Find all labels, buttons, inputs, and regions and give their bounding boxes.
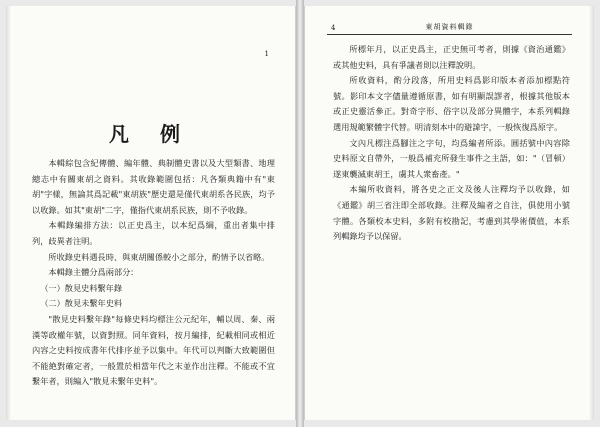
paragraph: 本輯綜包含紀傳體、編年體、典制體史書以及大型類書、地理總志中有關東胡之資料。其收錄範圍包括：凡各類典籍中有"東胡"字樣，無論其爲記載"東胡族"歷史還是僅代東胡系各民族，均予以收錄。如其"東胡"二字，僅指代東胡系民族，則不予收錄。: [32, 158, 275, 215]
page-edge-shadow: [6, 6, 11, 420]
header-rule: [327, 34, 572, 35]
right-page: [304, 6, 594, 420]
paragraph: 本輯錄主體分爲兩部分：: [48, 267, 139, 278]
left-page-number: 1: [264, 50, 269, 58]
page-edge-shadow: [589, 6, 594, 420]
list-item: （一）散見史料繫年錄: [40, 282, 123, 293]
right-body-text: [333, 42, 570, 245]
left-page: [6, 6, 296, 420]
paragraph: "散見史料繫年錄"每條史料均標注公元紀年，輔以周、秦、兩漢等政權年號，以資對照。同年資料，按月編排，紀載相同或相近內容之史料按成書年代排序並予以集中。年代可以判斷大致範圍但不能絶對確定者，一般置於相當年代之末並作出注釋。不能或不宜繫年者，則編入"散見未繫年史料"。: [32, 313, 275, 387]
paragraph: 本編所收資料，將各史之正文及後人注釋均予以收錄，如《通鑑》胡三省注即全部收錄。注釋及編者之自注，俱使用小號字體。各類校本史料，多附有校勘記，考慮到其學術價值，本系列輯錄均予以保留。: [333, 184, 570, 242]
right-page-number: 4: [331, 24, 336, 32]
paragraph: 文內凡標注爲腳注之字句，均爲編者所添。圓括號中內容除史料原文自帶外，一般爲補充所發生事件之主語，如："（冒頓）遂東襲滅東胡王，虜其人衆畜產。": [333, 137, 570, 179]
paragraph: 本輯錄編排方法：以正史爲主，以本紀爲綱，重出者集中排列，歧異者注明。: [32, 220, 275, 246]
left-body-text: [32, 156, 275, 390]
book-gutter: [296, 0, 304, 427]
page-title: 凡 例: [109, 122, 192, 146]
paragraph: 所收錄史料遇長時、與東胡關係較小之部分，酌情予以省略。: [48, 251, 270, 262]
running-header: 東胡資料輯錄: [425, 23, 474, 31]
list-item: （二）散見未繫年史料: [40, 298, 123, 309]
paragraph: 所收資料，酌分段落，所用史料爲影印版本者添加標點符號。影印本文字儘量遵循原書，如有明顯誤謬者，根據其他版本或正史靈活參正。對奇字形、俗字以及部分異體字，本系列輯錄選用規範繁體字代替。明清刻本中的避諱字，一般恢復爲原字。: [333, 75, 570, 132]
paragraph: 所標年月，以正史爲主，正史無可考者，則據《資治通鑑》或其他史料，具有爭議者則以注釋說明。: [333, 44, 570, 70]
